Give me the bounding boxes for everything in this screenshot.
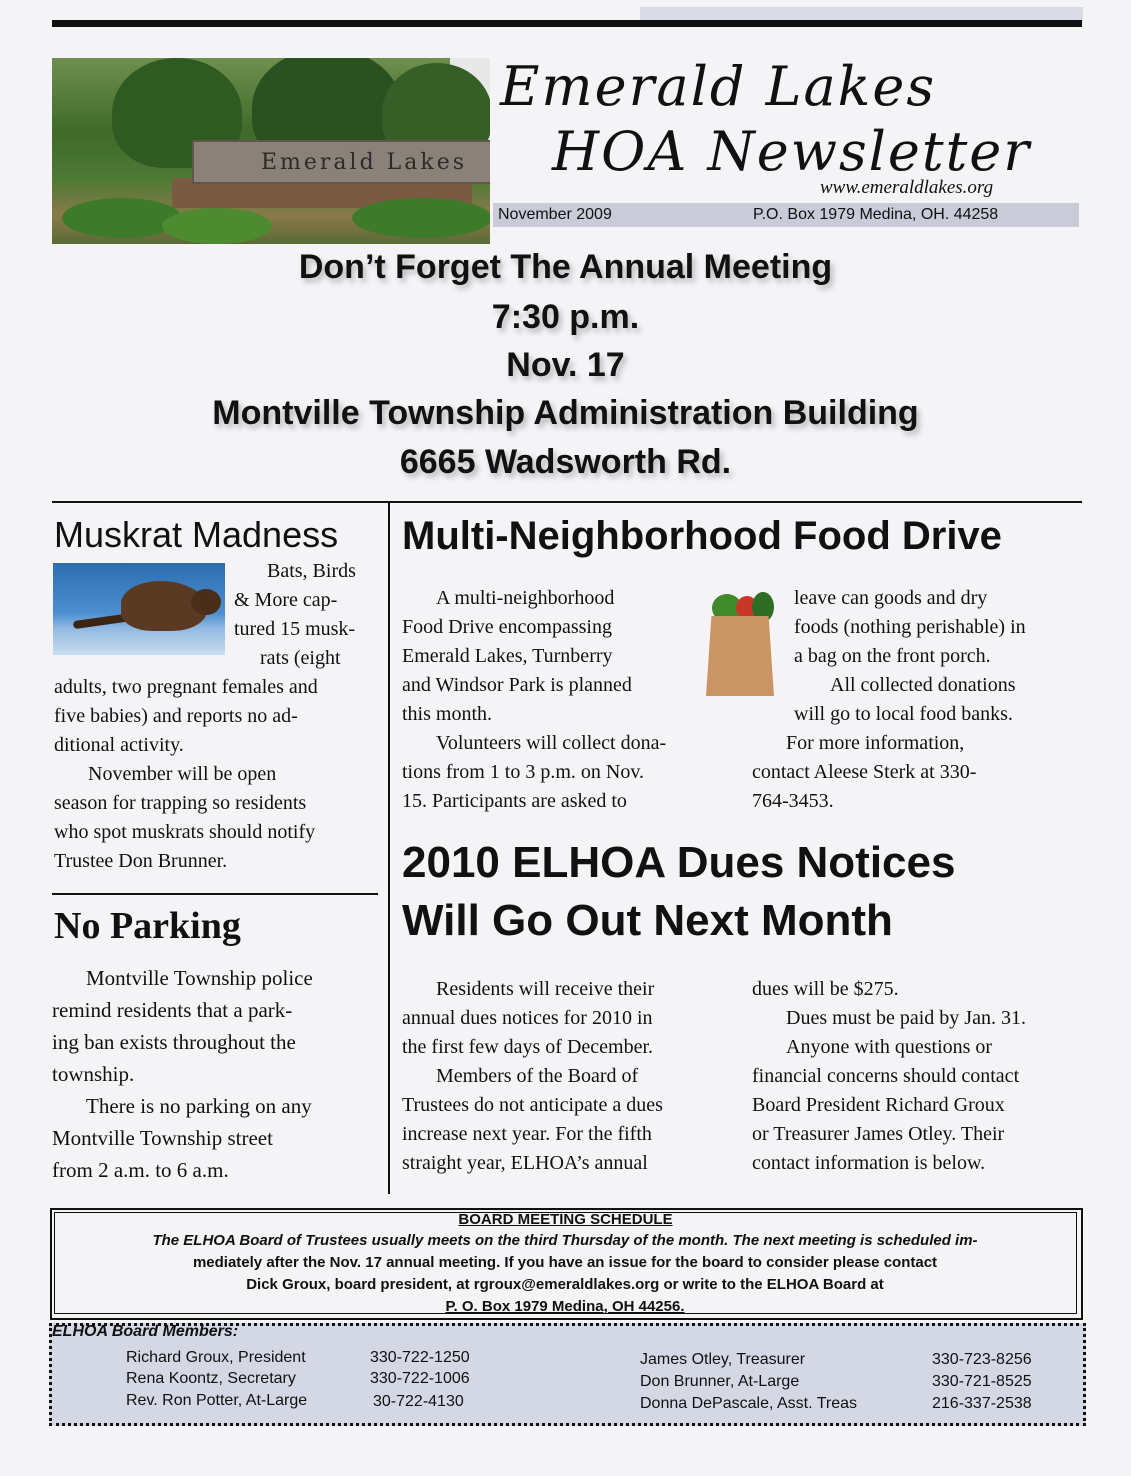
mailing-address: P.O. Box 1979 Medina, OH. 44258	[753, 206, 999, 223]
text-line: season for trapping so residents	[54, 792, 307, 814]
schedule-line: mediately after the Nov. 17 annual meeting. If you have an issue for the board to consider please contact	[192, 1254, 938, 1271]
photo-shrub	[352, 198, 490, 238]
header-accent-bar	[640, 7, 1083, 21]
text-line: adults, two pregnant females and	[54, 676, 318, 698]
text-line: ing ban exists throughout the	[52, 1030, 296, 1054]
noparking-body	[52, 962, 382, 1186]
text-line: Dues must be paid by Jan. 31.	[786, 1007, 1026, 1029]
paper-bag	[706, 616, 774, 696]
text-line: from 2 a.m. to 6 a.m.	[52, 1158, 229, 1182]
member-name: Richard Groux, President	[126, 1349, 306, 1366]
text-line: Residents will receive their	[436, 978, 655, 1000]
fooddrive-column2-bottom	[752, 729, 1082, 816]
noparking-heading: No Parking	[54, 905, 241, 947]
text-line: contact Aleese Sterk at 330-	[752, 761, 977, 783]
text-line: 15. Participants are asked to	[402, 790, 627, 812]
text-line: Trustee Don Brunner.	[54, 850, 228, 872]
announcement-date: Nov. 17	[506, 346, 625, 384]
member-name: Donna DePascale, Asst. Treas	[640, 1395, 857, 1412]
text-line: a bag on the front porch.	[794, 645, 991, 667]
text-line: who spot muskrats should notify	[54, 821, 316, 843]
member-name: James Otley, Treasurer	[640, 1351, 806, 1368]
text-line: Bats, Birds	[267, 560, 356, 582]
text-line: Anyone with questions or	[786, 1036, 993, 1058]
text-line: straight year, ELHOA’s annual	[402, 1152, 648, 1174]
fooddrive-column1	[402, 584, 732, 816]
grocery-bag-image	[706, 594, 774, 698]
text-line: For more information,	[786, 732, 965, 754]
issue-date: November 2009	[498, 206, 612, 223]
member-phone: 330-722-1250	[370, 1349, 470, 1366]
text-line: increase next year. For the fifth	[402, 1123, 652, 1145]
text-line: tured 15 musk-	[234, 618, 356, 640]
text-line: leave can goods and dry	[794, 587, 988, 609]
fooddrive-heading: Multi-Neighborhood Food Drive	[402, 514, 1002, 558]
muskrat-intro	[230, 557, 378, 673]
announcement-time: 7:30 p.m.	[491, 298, 640, 336]
text-line: Members of the Board of	[436, 1065, 639, 1087]
text-line: November will be open	[88, 763, 277, 785]
text-line: Board President Richard Groux	[752, 1094, 1005, 1116]
member-name: Don Brunner, At-Large	[640, 1373, 800, 1390]
member-phone: 330-721-8525	[932, 1373, 1032, 1390]
text-line: All collected donations	[830, 674, 1016, 696]
member-name: Rena Koontz, Secretary	[126, 1370, 296, 1387]
schedule-line: The ELHOA Board of Trustees usually meets on the third Thursday of the month. The next meeting is scheduled im-	[152, 1232, 978, 1249]
masthead-title-line2: HOA Newsletter	[552, 120, 1032, 183]
section-rule	[52, 893, 378, 895]
text-line: 764-3453.	[752, 790, 834, 812]
photo-sign: Emerald Lakes	[192, 140, 490, 184]
section-rule	[52, 501, 1082, 503]
dues-heading-line2: Will Go Out Next Month	[402, 896, 893, 945]
text-line: and Windsor Park is planned	[402, 674, 632, 696]
muskrat-photo	[53, 563, 225, 655]
photo-shrub	[162, 208, 272, 244]
muskrat-heading: Muskrat Madness	[54, 514, 339, 555]
text-line: foods (nothing perishable) in	[794, 616, 1026, 638]
text-line: will go to local food banks.	[794, 703, 1013, 725]
text-line: ditional activity.	[54, 734, 184, 756]
member-name: Rev. Ron Potter, At-Large	[126, 1392, 308, 1409]
text-line: Food Drive encompassing	[402, 616, 612, 638]
text-line: There is no parking on any	[86, 1094, 312, 1118]
text-line: A multi-neighborhood	[436, 587, 615, 609]
text-line: financial concerns should contact	[752, 1065, 1020, 1087]
text-line: Trustees do not anticipate a dues	[402, 1094, 663, 1116]
dues-column1	[402, 975, 742, 1178]
dues-heading-line1: 2010 ELHOA Dues Notices	[402, 838, 956, 887]
text-line: this month.	[402, 703, 493, 725]
text-line: contact information is below.	[752, 1152, 986, 1174]
fooddrive-column2-top	[794, 584, 1084, 729]
member-phone: 330-723-8256	[932, 1351, 1032, 1368]
text-line: or Treasurer James Otley. Their	[752, 1123, 1005, 1145]
masthead-title-line1: Emerald Lakes	[500, 55, 937, 118]
text-line: Emerald Lakes, Turnberry	[402, 645, 613, 667]
text-line: remind residents that a park-	[52, 998, 293, 1022]
schedule-line: Dick Groux, board president, at rgroux@emeraldlakes.org or write to the ELHOA Board at	[246, 1276, 884, 1293]
photo-shrub	[62, 198, 182, 238]
header-rule	[52, 20, 1082, 27]
text-line: annual dues notices for 2010 in	[402, 1007, 653, 1029]
member-phone: 30-722-4130	[373, 1393, 464, 1410]
text-line: the first few days of December.	[402, 1036, 654, 1058]
text-line: township.	[52, 1062, 135, 1086]
announcement-venue: Montville Township Administration Building	[212, 394, 919, 432]
member-phone: 330-722-1006	[370, 1370, 470, 1387]
text-line: Montville Township police	[86, 966, 313, 990]
dues-column2	[752, 975, 1082, 1178]
column-divider	[388, 502, 390, 1194]
text-line: Volunteers will collect dona-	[436, 732, 667, 754]
text-line: tions from 1 to 3 p.m. on Nov.	[402, 761, 645, 783]
announcement-address: 6665 Wadsworth Rd.	[399, 443, 732, 481]
announcement-line1: Don’t Forget The Annual Meeting	[298, 248, 833, 286]
member-phone: 216-337-2538	[932, 1395, 1032, 1412]
board-members-title: ELHOA Board Members:	[52, 1323, 239, 1340]
text-line: & More cap-	[234, 589, 338, 611]
website-url[interactable]: www.emeraldlakes.org	[820, 177, 994, 198]
muskrat-head	[191, 589, 221, 615]
schedule-text	[60, 1230, 1070, 1318]
schedule-address: P. O. Box 1979 Medina, OH 44256.	[445, 1298, 685, 1315]
text-line: dues will be $275.	[752, 978, 899, 1000]
muskrat-body-text	[54, 673, 384, 876]
masthead-photo	[52, 58, 490, 244]
text-line: Montville Township street	[52, 1126, 273, 1150]
text-line: five babies) and reports no ad-	[54, 705, 298, 727]
text-line: rats (eight	[260, 647, 341, 669]
schedule-title: BOARD MEETING SCHEDULE	[458, 1211, 673, 1228]
